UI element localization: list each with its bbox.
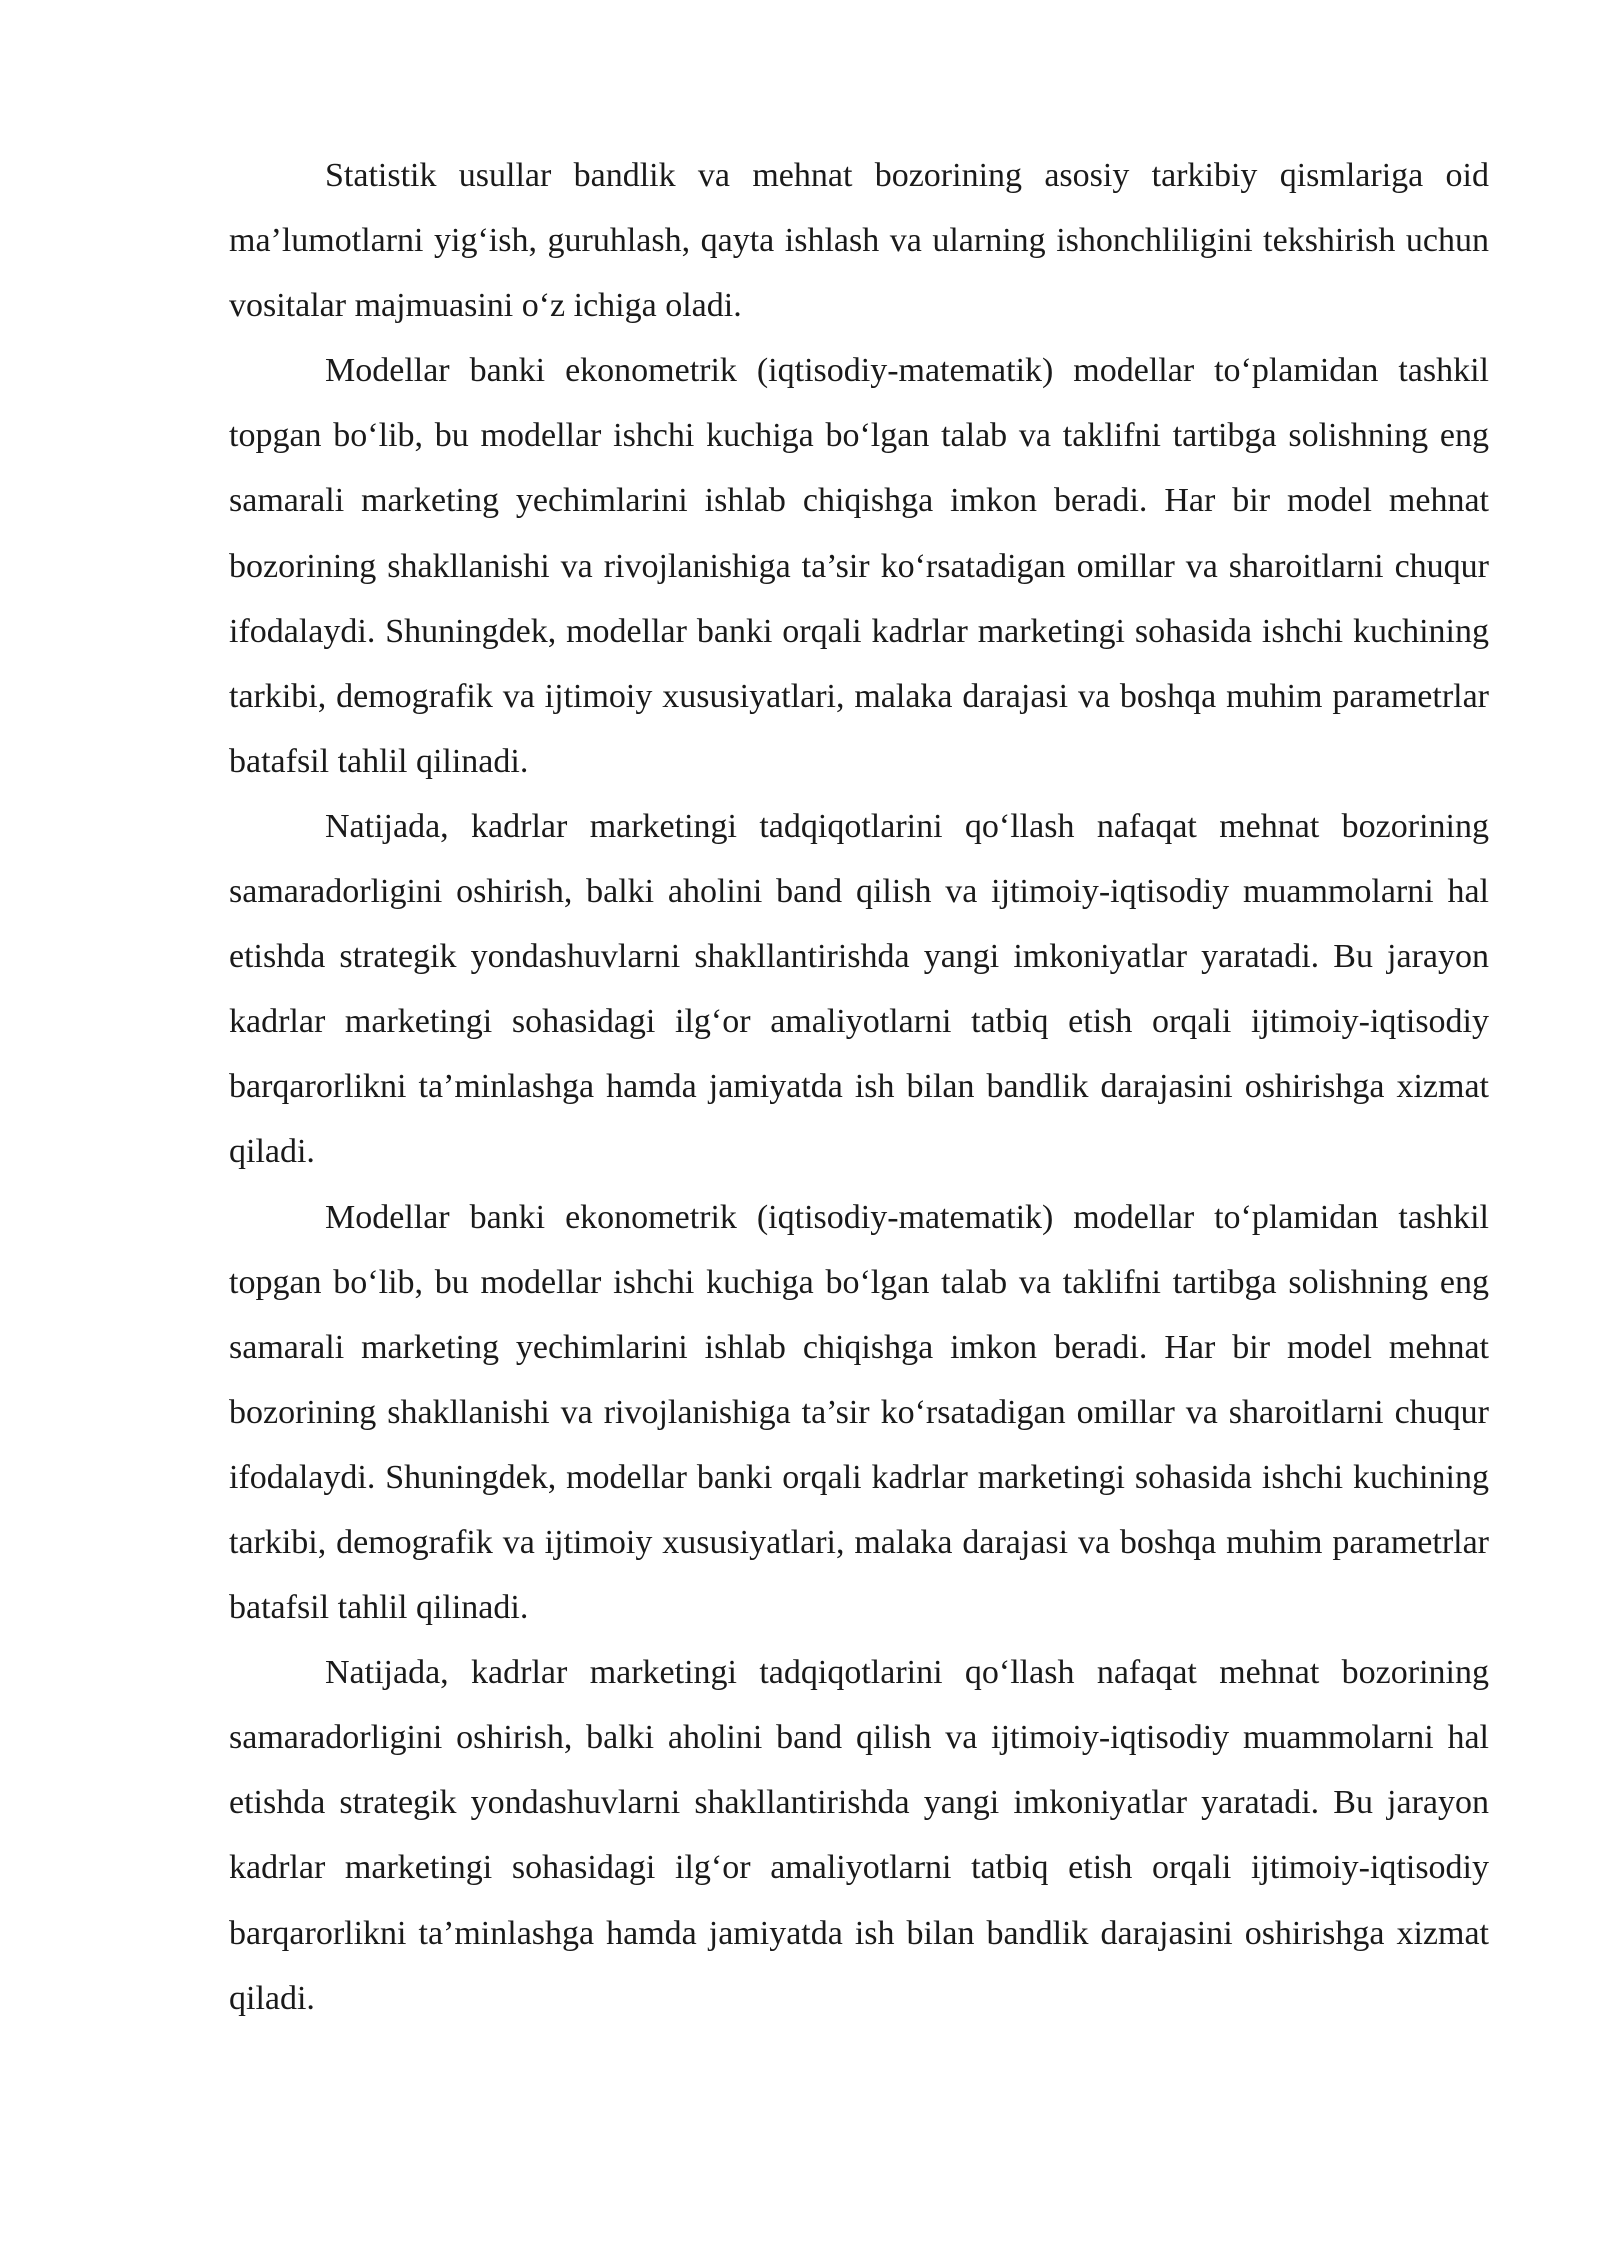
paragraph-model-bank-repeat: Modellar banki ekonometrik (iqtisodiy-matematik) modellar to‘plamidan tashkil topgan bo‘lib, bu modellar ishchi kuchiga bo‘lgan talab va taklifni tartibga solishning eng samarali marketing yechimlarini ishlab chiqishga imkon beradi. Har bir model mehnat bozorining shakllanishi va rivojlanishiga ta’sir ko‘rsatadigan omillar va sharoitlarni chuqur ifodalaydi. Shuningdek, modellar banki orqali kadrlar marketingi sohasida ishchi kuchining tarkibi, demografik va ijtimoiy xususiyatlari, malaka darajasi va boshqa muhim parametrlar batafsil tahlil qilinadi.	[229, 1198, 1489, 1627]
paragraph-model-bank: Modellar banki ekonometrik (iqtisodiy-matematik) modellar to‘plamidan tashkil topgan bo‘lib, bu modellar ishchi kuchiga bo‘lgan talab va taklifni tartibga solishning eng samarali marketing yechimlarini ishlab chiqishga imkon beradi. Har bir model mehnat bozorining shakllanishi va rivojlanishiga ta’sir ko‘rsatadigan omillar va sharoitlarni chuqur ifodalaydi. Shuningdek, modellar banki orqali kadrlar marketingi sohasida ishchi kuchining tarkibi, demografik va ijtimoiy xususiyatlari, malaka darajasi va boshqa muhim parametrlar batafsil tahlil qilinadi.	[229, 352, 1489, 780]
paragraph-results-repeat: Natijada, kadrlar marketingi tadqiqotlarini qo‘llash nafaqat mehnat bozorining samaradorligini oshirish, balki aholini band qilish va ijtimoiy-iqtisodiy muammolarni hal etishda strategik yondashuvlarni shakllantirishda yangi imkoniyatlar yaratadi. Bu jarayon kadrlar marketingi sohasidagi ilg‘or amaliyotlarni tatbiq etish orqali ijtimoiy-iqtisodiy barqarorlikni ta’minlashga hamda jamiyatda ish bilan bandlik darajasini oshirishga xizmat qiladi.	[229, 1654, 1489, 2017]
paragraph-statistical-methods: Statistik usullar bandlik va mehnat bozorining asosiy tarkibiy qismlariga oid ma’lumotlarni yig‘ish, guruhlash, qayta ishlash va ularning ishonchliligini tekshirish uchun vositalar majmuasini o‘z ichiga oladi.	[229, 157, 1489, 325]
paragraph-results: Natijada, kadrlar marketingi tadqiqotlarini qo‘llash nafaqat mehnat bozorining samaradorligini oshirish, balki aholini band qilish va ijtimoiy-iqtisodiy muammolarni hal etishda strategik yondashuvlarni shakllantirishda yangi imkoniyatlar yaratadi. Bu jarayon kadrlar marketingi sohasidagi ilg‘or amaliyotlarni tatbiq etish orqali ijtimoiy-iqtisodiy barqarorlikni ta’minlashga hamda jamiyatda ish bilan bandlik darajasini oshirishga xizmat qiladi.	[229, 807, 1489, 1171]
document-body	[229, 143, 1489, 2031]
